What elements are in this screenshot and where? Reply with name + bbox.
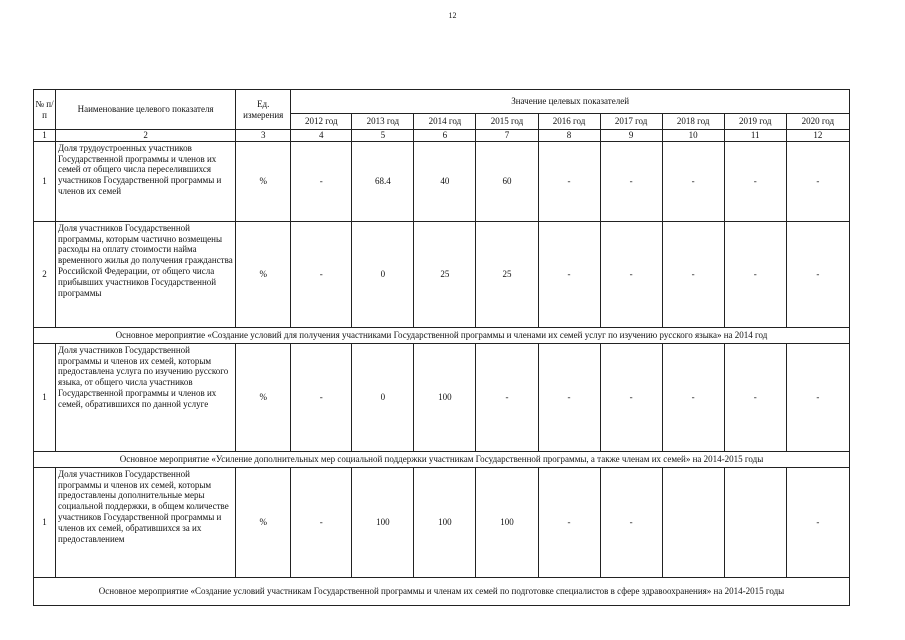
section-row — [34, 577, 850, 605]
row-num: 1 — [34, 141, 56, 221]
section-title: Основное мероприятие «Создание условий для получения участниками Государственной программы и членами их семей услуг по изучению русского языка» на 2014 год — [34, 327, 850, 343]
row-num: 1 — [34, 343, 56, 451]
value-cell: - — [600, 343, 662, 451]
column-number: 6 — [414, 130, 476, 142]
column-number: 8 — [538, 130, 600, 142]
value-cell: 25 — [414, 221, 476, 327]
section-row — [34, 451, 850, 467]
column-number: 7 — [476, 130, 538, 142]
value-cell: - — [786, 467, 849, 577]
value-cell: - — [662, 141, 724, 221]
header-year: 2020 год — [786, 114, 849, 130]
row-num: 2 — [34, 221, 56, 327]
value-cell: - — [538, 343, 600, 451]
header-year: 2014 год — [414, 114, 476, 130]
value-cell: - — [662, 343, 724, 451]
target-indicators-table — [33, 89, 850, 606]
row-num: 1 — [34, 467, 56, 577]
indicator-name: Доля участников Государственной программы и членов их семей, которым предоставлена услуга по изучению русского языка, от общего числа участников Государственной программы и членов их семей, обратившихся по данной услуге — [56, 343, 236, 451]
section-row — [34, 327, 850, 343]
indicator-row — [34, 141, 850, 221]
header-name: Наименование целевого показателя — [56, 90, 236, 130]
header-year: 2016 год — [538, 114, 600, 130]
value-cell: 0 — [352, 343, 414, 451]
indicator-name: Доля участников Государственной программы, которым частично возмещены расходы на оплату стоимости найма временного жилья до получения гражданства Российской Федерации, от общего числа прибывших участников Государственной программы — [56, 221, 236, 327]
indicator-unit: % — [236, 467, 291, 577]
indicator-row — [34, 467, 850, 577]
value-cell: - — [724, 141, 786, 221]
value-cell: - — [538, 141, 600, 221]
value-cell: - — [600, 141, 662, 221]
indicator-name: Доля трудоустроенных участников Государственной программы и членов их семей от общего числа переселившихся участников Государственной программы и членов их семей — [56, 141, 236, 221]
value-cell: - — [786, 343, 849, 451]
column-number: 12 — [786, 130, 849, 142]
value-cell: - — [538, 221, 600, 327]
header-year: 2017 год — [600, 114, 662, 130]
column-number: 1 — [34, 130, 56, 142]
indicator-name: Доля участников Государственной программы и членов их семей, которым предоставлены дополнительные меры социальной поддержки, в общем количестве участников Государственной программы и членов их семей, обратившихся за их предоставлением — [56, 467, 236, 577]
header-year: 2013 год — [352, 114, 414, 130]
header-year: 2019 год — [724, 114, 786, 130]
value-cell: - — [662, 221, 724, 327]
value-cell — [662, 467, 724, 577]
value-cell: 100 — [414, 343, 476, 451]
value-cell: 100 — [352, 467, 414, 577]
value-cell: - — [476, 343, 538, 451]
value-cell: - — [291, 343, 352, 451]
header-unit: Ед. измерения — [236, 90, 291, 130]
value-cell: 100 — [414, 467, 476, 577]
value-cell: 68.4 — [352, 141, 414, 221]
page-number: 12 — [448, 11, 457, 20]
header-values-group: Значение целевых показателей — [291, 90, 850, 114]
value-cell: - — [291, 467, 352, 577]
value-cell: - — [538, 467, 600, 577]
header-year: 2012 год — [291, 114, 352, 130]
indicator-unit: % — [236, 343, 291, 451]
section-title: Основное мероприятие «Усиление дополнительных мер социальной поддержки участникам Государственной программы, а также членам их семей» на 2014-2015 годы — [34, 451, 850, 467]
column-number: 2 — [56, 130, 236, 142]
value-cell: - — [786, 221, 849, 327]
value-cell: 25 — [476, 221, 538, 327]
column-numbers-row — [34, 130, 850, 142]
indicator-unit: % — [236, 221, 291, 327]
column-number: 10 — [662, 130, 724, 142]
value-cell — [724, 467, 786, 577]
indicator-row — [34, 221, 850, 327]
value-cell: 0 — [352, 221, 414, 327]
value-cell: 40 — [414, 141, 476, 221]
header-year: 2018 год — [662, 114, 724, 130]
column-number: 3 — [236, 130, 291, 142]
indicator-unit: % — [236, 141, 291, 221]
value-cell: - — [600, 221, 662, 327]
header-num: № п/п — [34, 90, 56, 130]
indicator-row — [34, 343, 850, 451]
column-number: 11 — [724, 130, 786, 142]
value-cell: - — [291, 141, 352, 221]
header-year: 2015 год — [476, 114, 538, 130]
value-cell: - — [786, 141, 849, 221]
value-cell: - — [724, 221, 786, 327]
column-number: 4 — [291, 130, 352, 142]
value-cell: 100 — [476, 467, 538, 577]
column-number: 9 — [600, 130, 662, 142]
value-cell: - — [724, 343, 786, 451]
value-cell: - — [291, 221, 352, 327]
section-title: Основное мероприятие «Создание условий участникам Государственной программы и членам их семей по подготовке специалистов в сфере здравоохранения» на 2014-2015 годы — [34, 577, 850, 605]
value-cell: - — [600, 467, 662, 577]
table-header — [34, 90, 850, 142]
column-number: 5 — [352, 130, 414, 142]
value-cell: 60 — [476, 141, 538, 221]
